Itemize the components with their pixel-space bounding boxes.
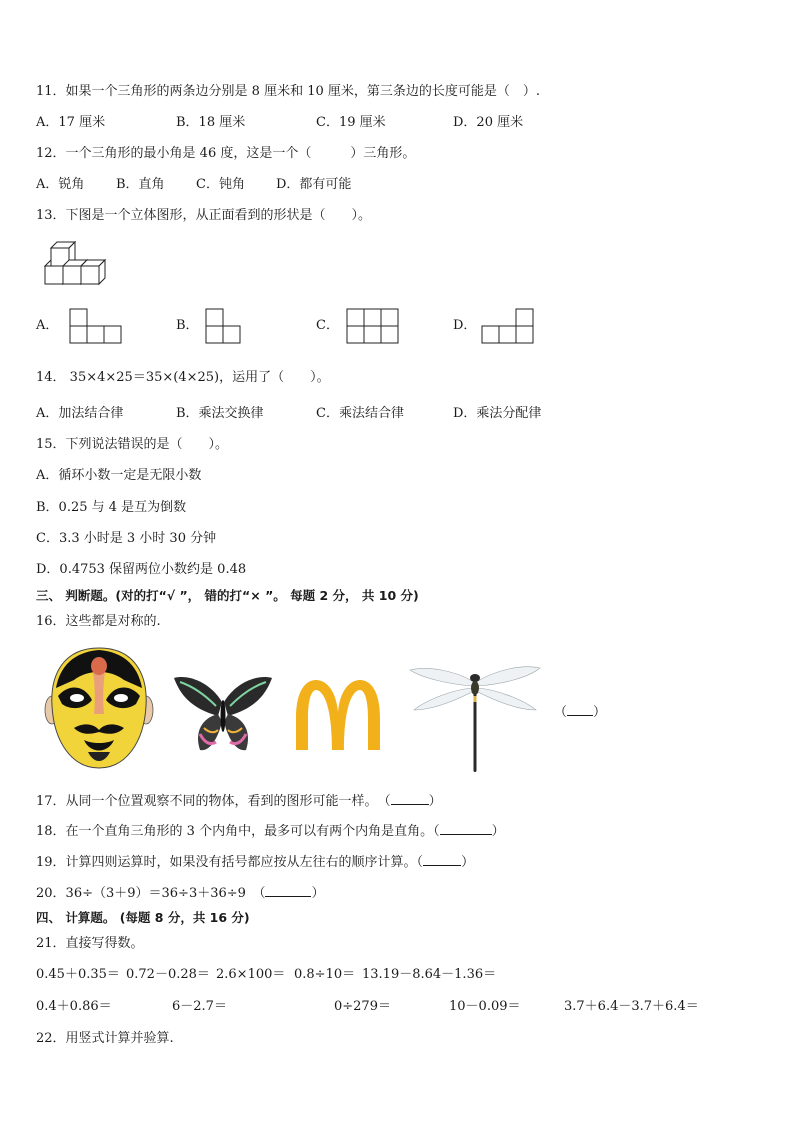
q15-option-c[interactable]: C．3.3 小时是 3 小时 30 分钟 <box>36 531 217 546</box>
q18-answer-blank[interactable] <box>440 822 492 835</box>
q18-paren-open: （ <box>433 824 440 839</box>
q20-answer-blank[interactable] <box>265 884 311 897</box>
q13-option-c-view <box>346 308 400 344</box>
q17-paren-open: （ <box>384 794 391 809</box>
q21-item-3: 2.6×100＝ <box>216 967 286 982</box>
q14-option-b[interactable]: B．乘法交换律 <box>176 406 264 421</box>
q16-paren-open: （ <box>554 705 568 720</box>
q22-stem: 22．用竖式计算并验算. <box>36 1031 174 1046</box>
q16-stem: 16．这些都是对称的. <box>36 614 161 629</box>
q20-line <box>36 884 324 902</box>
q17-answer-blank[interactable] <box>391 792 429 805</box>
q19-paren-open: （ <box>416 855 424 870</box>
q21-item-10: 3.7＋6.4－3.7＋6.4＝ <box>564 999 699 1014</box>
q15-option-d[interactable]: D．0.4753 保留两位小数约是 0.48 <box>36 562 247 577</box>
q14-option-d[interactable]: D．乘法分配律 <box>453 406 542 421</box>
q17-line <box>36 792 442 810</box>
cube-stack-figure <box>44 238 110 288</box>
q21-item-7: 6－2.7＝ <box>172 999 227 1014</box>
q16-blank-line <box>567 703 593 716</box>
q20-paren-close: ） <box>311 886 325 901</box>
q14-option-a[interactable]: A．加法结合律 <box>36 406 124 421</box>
q21-item-9: 10－0.09＝ <box>449 999 521 1014</box>
q13-option-b-view <box>205 308 243 344</box>
q15-stem: 15．下列说法错误的是（ ）。 <box>36 437 229 452</box>
q12-option-b[interactable]: B．直角 <box>116 177 165 192</box>
dragonfly-image <box>408 656 542 778</box>
opera-mask-image <box>44 644 154 776</box>
q13-option-d-view <box>481 308 535 344</box>
q11-option-b[interactable]: B．18 厘米 <box>176 115 246 130</box>
q12-option-a[interactable]: A．锐角 <box>36 177 85 192</box>
q19-paren-close: ） <box>461 855 475 870</box>
q20-stem: 20．36÷（3＋9）＝36÷3＋36÷9 <box>36 886 246 901</box>
q13-stem: 13．下图是一个立体图形，从正面看到的形状是（ ）。 <box>36 208 372 223</box>
q13-option-a-label[interactable]: A． <box>36 318 59 333</box>
q11-option-c[interactable]: C．19 厘米 <box>316 115 386 130</box>
q13-option-a-view <box>69 308 123 344</box>
q18-line <box>36 822 505 840</box>
q14-option-c[interactable]: C．乘法结合律 <box>316 406 404 421</box>
q15-option-b[interactable]: B．0.25 与 4 是互为倒数 <box>36 500 187 515</box>
q13-option-b-label[interactable]: B． <box>176 318 199 333</box>
section-3-heading: 三、 判断题。(对的打“√ ”， 错的打“× ”。 每题 2 分， 共 10 分) <box>36 588 419 603</box>
q12-stem: 12．一个三角形的最小角是 46 度，这是一个（ ）三角形。 <box>36 146 416 161</box>
butterfly-image <box>170 672 276 762</box>
q13-option-d-label[interactable]: D． <box>453 318 477 333</box>
q20-paren-open: （ <box>258 886 266 901</box>
q11-stem: 11．如果一个三角形的两条边分别是 8 厘米和 10 厘米，第三条边的长度可能是（ ）. <box>36 84 541 99</box>
q18-stem: 18．在一个直角三角形的 3 个内角中，最多可以有两个内角是直角。 <box>36 824 434 839</box>
q19-answer-blank[interactable] <box>423 853 461 866</box>
q21-item-4: 0.8÷10＝ <box>294 967 356 982</box>
q15-option-a[interactable]: A．循环小数一定是无限小数 <box>36 468 202 483</box>
q21-item-5: 13.19－8.64－1.36＝ <box>362 967 497 982</box>
q19-stem: 19．计算四则运算时，如果没有括号都应按从左往右的顺序计算。 <box>36 855 417 870</box>
q21-stem: 21．直接写得数。 <box>36 936 144 951</box>
q14-stem: 14． 35×4×25＝35×(4×25)，运用了（ ）。 <box>36 370 330 385</box>
q17-paren-close: ） <box>428 794 442 809</box>
q21-item-1: 0.45＋0.35＝ <box>36 967 120 982</box>
q16-paren-close: ） <box>593 705 607 720</box>
q19-line <box>36 853 474 871</box>
q12-option-d[interactable]: D．都有可能 <box>276 177 352 192</box>
q21-item-2: 0.72－0.28＝ <box>126 967 210 982</box>
q18-paren-close: ） <box>491 824 505 839</box>
q21-item-8: 0÷279＝ <box>334 999 391 1014</box>
q12-option-c[interactable]: C．钝角 <box>196 177 245 192</box>
q16-answer-blank[interactable] <box>554 703 606 721</box>
q17-stem: 17．从同一个位置观察不同的物体，看到的图形可能一样。 <box>36 794 372 809</box>
section-4-heading: 四、 计算题。 (每题 8 分，共 16 分) <box>36 910 250 925</box>
q11-option-d[interactable]: D．20 厘米 <box>453 115 524 130</box>
mcdonalds-logo-image <box>292 678 384 756</box>
q21-item-6: 0.4＋0.86＝ <box>36 999 112 1014</box>
q13-option-c-label[interactable]: C． <box>316 318 339 333</box>
q11-option-a[interactable]: A．17 厘米 <box>36 115 106 130</box>
